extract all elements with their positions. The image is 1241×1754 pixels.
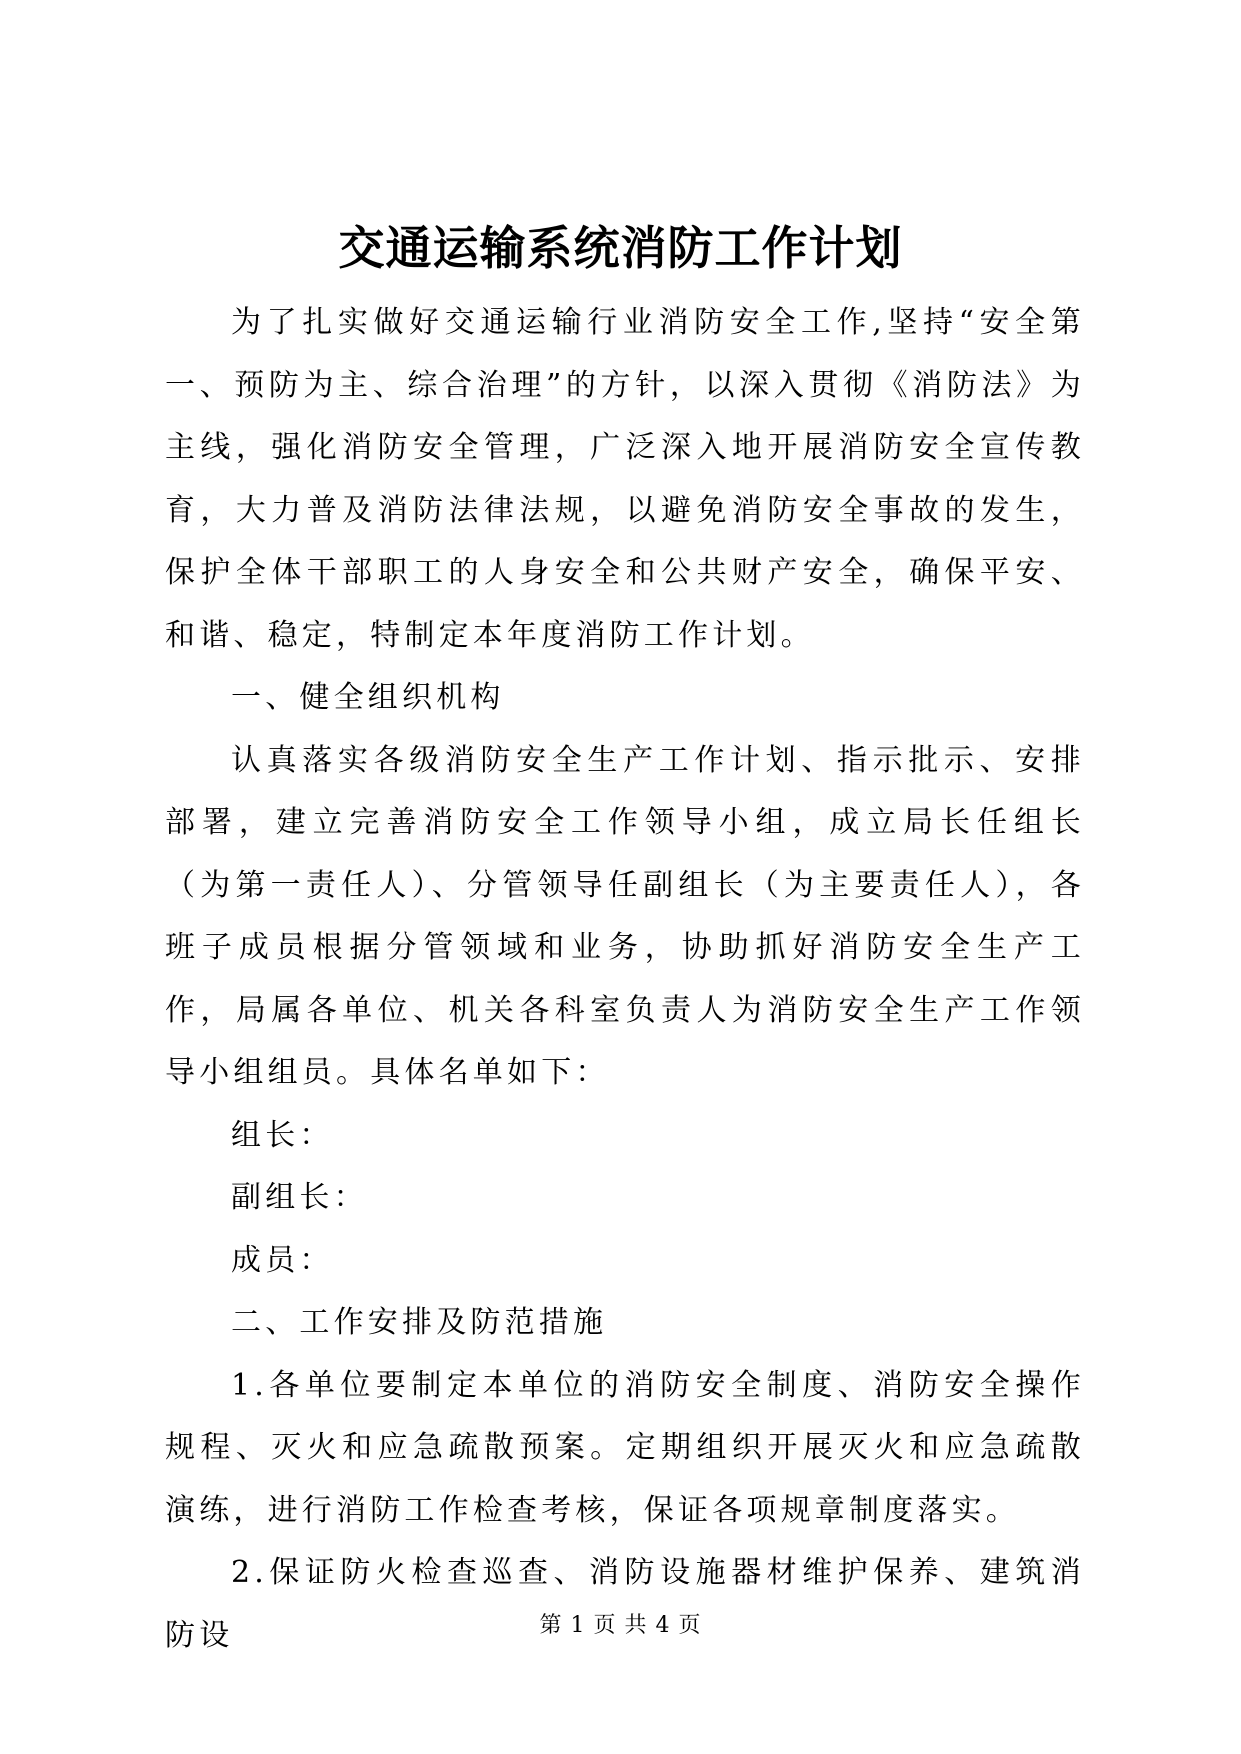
document-title: 交通运输系统消防工作计划 bbox=[338, 221, 903, 275]
paragraph-organization: 认真落实各级消防安全生产工作计划、指示批示、安排部署，建立完善消防安全工作领导小组，成立局长任组长（为第一责任人）、分管领导任副组长（为主要责任人），各班子成员根据分管领域和业务，协助抓好消防安全生产工作，局属各单位、机关各科室负责人为消防安全生产工作领导小组组员。具体名单如下： bbox=[165, 742, 1085, 1090]
list-label-deputy-leader: 副组长： bbox=[231, 1180, 368, 1215]
paragraph-intro: 为了扎实做好交通运输行业消防安全工作,坚持“安全第一、预防为主、综合治理”的方针，以深入贯彻《消防法》为主线，强化消防安全管理，广泛深入地开展消防安全宣传教育，大力普及消防法律法规，以避免消防安全事故的发生，保护全体干部职工的人身安全和公共财产安全，确保平安、和谐、稳定，特制定本年度消防工作计划。 bbox=[165, 305, 1085, 653]
paragraph-item-1: 1.各单位要制定本单位的消防安全制度、消防安全操作规程、灭火和应急疏散预案。定期组织开展灭火和应急疏散演练，进行消防工作检查考核，保证各项规章制度落实。 bbox=[165, 1367, 1085, 1528]
section-heading-organization: 一、健全组织机构 bbox=[231, 680, 505, 715]
document-body bbox=[165, 292, 1085, 1667]
page-footer: 第 1 页 共 4 页 bbox=[539, 1613, 702, 1638]
list-label-leader: 组长： bbox=[231, 1117, 334, 1153]
list-label-members: 成员： bbox=[231, 1242, 334, 1278]
section-heading-arrangements: 二、工作安排及防范措施 bbox=[231, 1305, 608, 1340]
paragraph-item-2: 2.保证防火检查巡查、消防设施器材维护保养、建筑消防设 bbox=[165, 1555, 1085, 1653]
